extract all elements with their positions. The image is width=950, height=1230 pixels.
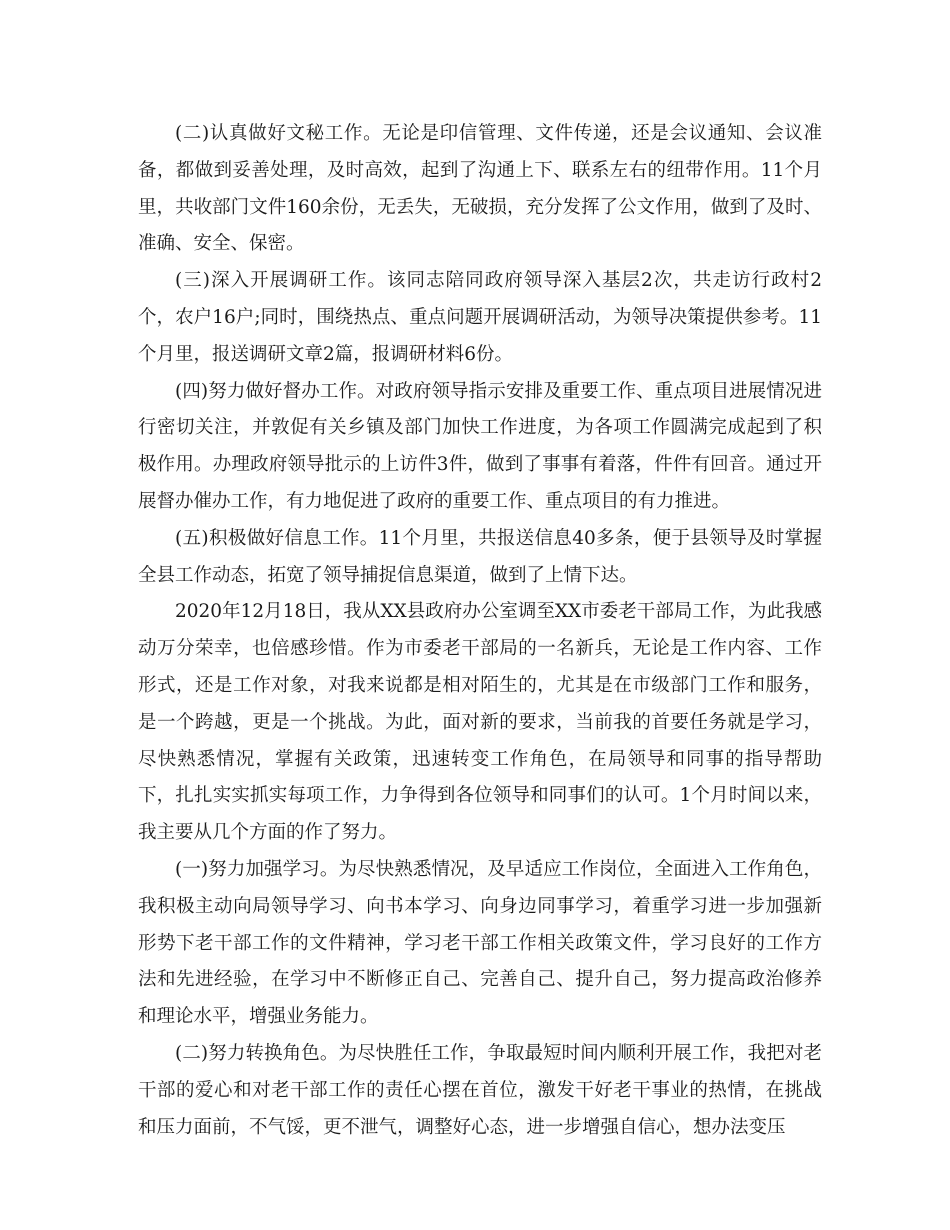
paragraph-strengthen-learning: (一)努力加强学习。为尽快熟悉情况，及早适应工作岗位，全面进入工作角色，我积极主动向局领导学习、向书本学习、向身边同事学习，着重学习进一步加强新形势下老干部工作的文件精神，学习老干部工作相关政策文件，学习良好的工作方法和先进经验，在学习中不断修正自己、完善自己、提升自己，努力提高政治修养和理论水平，增强业务能力。: [138, 858, 822, 1028]
paragraph-supervision-work: (四)努力做好督办工作。对政府领导指示安排及重要工作、重点项目进展情况进行密切关注，并敦促有关乡镇及部门加快工作进度，为各项工作圆满完成起到了积极作用。办理政府领导批示的上访件3件，做到了事事有着落，件件有回音。通过开展督办催办工作，有力地促进了政府的重要工作、重点项目的有力推进。: [138, 380, 822, 512]
paragraph-information-work: (五)积极做好信息工作。11个月里，共报送信息40多条，便于县领导及时掌握全县工作动态，拓宽了领导捕捉信息渠道，做到了上情下达。: [138, 527, 822, 586]
document-body: [138, 116, 822, 1146]
paragraph-transfer-intro: 2020年12月18日，我从XX县政府办公室调至XX市委老干部局工作，为此我感动万分荣幸，也倍感珍惜。作为市委老干部局的一名新兵，无论是工作内容、工作形式，还是工作对象，对我来说都是相对陌生的，尤其是在市级部门工作和服务，是一个跨越，更是一个挑战。为此，面对新的要求，当前我的首要任务就是学习，尽快熟悉情况，掌握有关政策，迅速转变工作角色，在局领导和同事的指导帮助下，扎扎实实抓实每项工作，力争得到各位领导和同事们的认可。1个月时间以来，我主要从几个方面的作了努力。: [138, 601, 822, 844]
paragraph-research-work: (三)深入开展调研工作。该同志陪同政府领导深入基层2次，共走访行政村2个，农户16户;同时，围绕热点、重点问题开展调研活动，为领导决策提供参考。11个月里，报送调研文章2篇，报调研材料6份。: [138, 270, 822, 365]
paragraph-role-change: (二)努力转换角色。为尽快胜任工作，争取最短时间内顺利开展工作，我把对老干部的爱心和对老干部工作的责任心摆在首位，激发干好老干事业的热情，在挑战和压力面前，不气馁，更不泄气，调整好心态，进一步增强自信心，想办法变压: [138, 1042, 822, 1138]
paragraph-secretarial-work: (二)认真做好文秘工作。无论是印信管理、文件传递，还是会议通知、会议准备，都做到妥善处理，及时高效，起到了沟通上下、联系左右的纽带作用。11个月里，共收部门文件160余份，无丢失，无破损，充分发挥了公文作用，做到了及时、准确、安全、保密。: [138, 123, 822, 255]
